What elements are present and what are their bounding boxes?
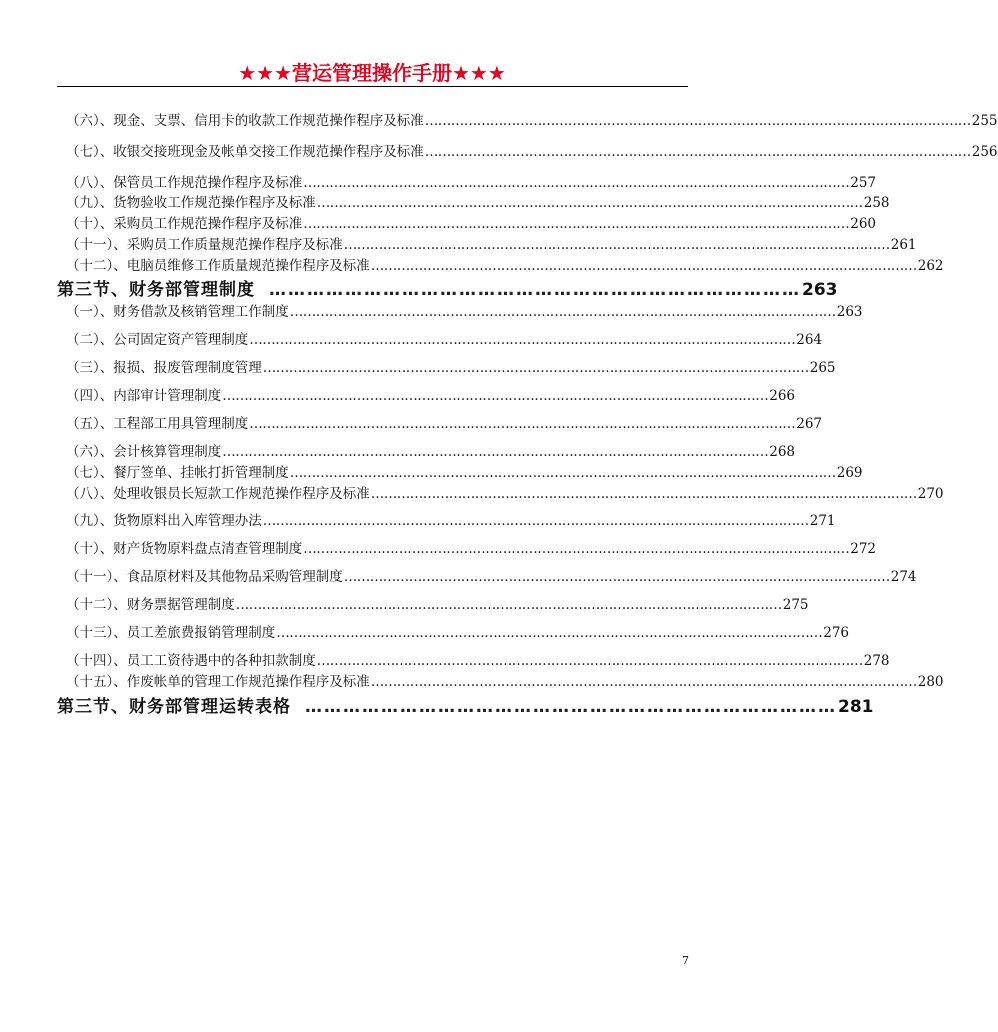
- toc-entry[interactable]: [66, 512, 836, 530]
- toc-entry-label: （十五）、作废帐单的管理工作规范操作程序及标准: [66, 674, 370, 690]
- toc-leader-dots: ………………………………………………………………………………………………………………: [303, 541, 850, 557]
- toc-entry-label: （八）、保管员工作规范操作程序及标准: [66, 175, 303, 191]
- toc-entry[interactable]: [66, 359, 836, 377]
- toc-entry[interactable]: [66, 194, 890, 212]
- toc-entry[interactable]: [66, 673, 944, 691]
- toc-entry-label: （八）、处理收银员长短款工作规范操作程序及标准: [66, 486, 370, 502]
- toc-entry-page: 263: [836, 304, 863, 320]
- toc-entry[interactable]: [66, 464, 863, 482]
- toc-entry[interactable]: [66, 415, 823, 433]
- toc-entry-label: （十三）、员工差旅费报销管理制度: [66, 625, 276, 641]
- toc-entry-page: 274: [890, 569, 917, 585]
- toc-entry-page: 266: [769, 388, 796, 404]
- toc-leader-dots: ………………………………………………………………………………………………………………: [222, 444, 769, 460]
- toc-leader-dots: ………………………………………………………………………………………………………………: [424, 113, 971, 129]
- toc-leader-dots: ………………………………………………………………………………………………………………: [289, 304, 836, 320]
- toc-entry-label: （五）、工程部工用具管理制度: [66, 416, 249, 432]
- toc-leader-dots: ………………………………………………………………………………………………………………: [343, 237, 890, 253]
- toc-entry[interactable]: [66, 331, 823, 349]
- toc-leader-dots: ………………………………………………………………………………………………………………: [276, 625, 823, 641]
- toc-entry-label: （十一）、食品原材料及其他物品采购管理制度: [66, 569, 343, 585]
- toc-entry-page: 280: [917, 674, 944, 690]
- toc-leader-dots: ………………………………………………………………………………………………………………: [370, 674, 917, 690]
- toc-entry-page: 261: [890, 237, 917, 253]
- toc-entry[interactable]: [66, 485, 944, 503]
- toc-section-heading[interactable]: [57, 696, 874, 718]
- toc-entry-label: （九）、货物原料出入库管理办法: [66, 513, 262, 529]
- toc-entry-page: 258: [863, 195, 890, 211]
- toc-entry-label: （九）、货物验收工作规范操作程序及标准: [66, 195, 316, 211]
- toc-entry[interactable]: [66, 143, 998, 161]
- toc-entry-page: 262: [917, 258, 944, 274]
- toc-leader-dots: ………………………………………………………………………………………………………………: [316, 195, 863, 211]
- toc-entry-page: 267: [796, 416, 823, 432]
- toc-leader-dots: ………………………………………………………………………………………………………………: [222, 388, 769, 404]
- toc-entry-label: （十）、采购员工作规范操作程序及标准: [66, 216, 303, 232]
- toc-section-page: 263: [802, 280, 838, 300]
- toc-entry-page: 276: [823, 625, 850, 641]
- toc-entry-page: 256: [971, 144, 998, 160]
- toc-entry-label: （一）、财务借款及核销管理工作制度: [66, 304, 289, 320]
- toc-entry-label: （十二）、电脑员维修工作质量规范操作程序及标准: [66, 258, 370, 274]
- toc-entry-label: （六）、会计核算管理制度: [66, 444, 222, 460]
- toc-entry-page: 269: [836, 465, 863, 481]
- toc-entry[interactable]: [66, 443, 796, 461]
- toc-entry-label: （十二）、财务票据管理制度: [66, 597, 235, 613]
- toc-section-label: 第三节、财务部管理运转表格: [57, 697, 291, 717]
- toc-leader-dots: ………………………………………………………………………………………………………………: [343, 569, 890, 585]
- toc-entry-page: 265: [809, 360, 836, 376]
- toc-entry-label: （二）、公司固定资产管理制度: [66, 332, 249, 348]
- toc-entry-page: 255: [971, 113, 998, 129]
- toc-leader-dots: ………………………………………………………………………………………………………………: [249, 416, 796, 432]
- toc-entry[interactable]: [66, 652, 890, 670]
- page-number: 7: [682, 954, 689, 967]
- toc-leader-dots: ………………………………………………………………………………………………………………: [370, 486, 917, 502]
- toc-entry[interactable]: [66, 236, 917, 254]
- header-divider: [57, 86, 688, 87]
- toc-section-page: 281: [838, 697, 874, 717]
- toc-leader-dots: ………………………………………………………………………………………………………………: [262, 513, 809, 529]
- toc-leader-dots: ………………………………………………………………………………………………………………: [289, 465, 836, 481]
- toc-leader-dots: ………………………………………………………………………………………………………………: [424, 144, 971, 160]
- toc-entry-page: 257: [850, 175, 877, 191]
- toc-entry[interactable]: [66, 257, 944, 275]
- toc-entry[interactable]: [66, 568, 917, 586]
- toc-entry-page: 278: [863, 653, 890, 669]
- toc-entry[interactable]: [66, 624, 850, 642]
- toc-entry-label: （七）、餐厅签单、挂帐打折管理制度: [66, 465, 289, 481]
- toc-entry-label: （六）、现金、支票、信用卡的收款工作规范操作程序及标准: [66, 113, 424, 129]
- toc-entry-page: 272: [850, 541, 877, 557]
- toc-leader-dots: ………………………………………………………………………………………………………………: [262, 360, 809, 376]
- toc-leader-dots: ………………………………………………………………………………………………………………: [249, 332, 796, 348]
- toc-entry[interactable]: [66, 303, 863, 321]
- toc-entry-label: （十四）、员工工资待遇中的各种扣款制度: [66, 653, 316, 669]
- toc-entry-label: （四）、内部审计管理制度: [66, 388, 222, 404]
- toc-entry-label: （十一）、采购员工作质量规范操作程序及标准: [66, 237, 343, 253]
- toc-leader-dots: ………………………………………………………………………………………………………………: [303, 175, 850, 191]
- toc-entry-page: 268: [769, 444, 796, 460]
- toc-entry-page: 270: [917, 486, 944, 502]
- toc-entry[interactable]: [66, 540, 877, 558]
- toc-entry[interactable]: [66, 387, 796, 405]
- toc-entry-page: 271: [809, 513, 836, 529]
- toc-entry[interactable]: [66, 596, 809, 614]
- toc-entry-page: 260: [850, 216, 877, 232]
- toc-entry-page: 264: [796, 332, 823, 348]
- toc-section-heading[interactable]: [57, 279, 838, 301]
- toc-entry[interactable]: [66, 215, 877, 233]
- toc-section-label: 第三节、财务部管理制度: [57, 280, 255, 300]
- toc-leader-dots: …………………………………………………………………………: [269, 280, 801, 300]
- toc-leader-dots: ………………………………………………………………………………………………………………: [316, 653, 863, 669]
- toc-entry-label: （三）、报损、报废管理制度管理: [66, 360, 262, 376]
- toc-entry-page: 275: [782, 597, 809, 613]
- page-header-title: ★★★营运管理操作手册★★★: [238, 61, 506, 85]
- toc-leader-dots: ………………………………………………………………………………………………………………: [303, 216, 850, 232]
- toc-entry[interactable]: [66, 112, 998, 130]
- toc-entry-label: （七）、收银交接班现金及帐单交接工作规范操作程序及标准: [66, 144, 424, 160]
- toc-entry[interactable]: [66, 174, 877, 192]
- toc-leader-dots: ………………………………………………………………………………………………………………: [235, 597, 782, 613]
- toc-entry-label: （十）、财产货物原料盘点清查管理制度: [66, 541, 303, 557]
- toc-leader-dots: …………………………………………………………………………: [305, 697, 837, 717]
- toc-leader-dots: ………………………………………………………………………………………………………………: [370, 258, 917, 274]
